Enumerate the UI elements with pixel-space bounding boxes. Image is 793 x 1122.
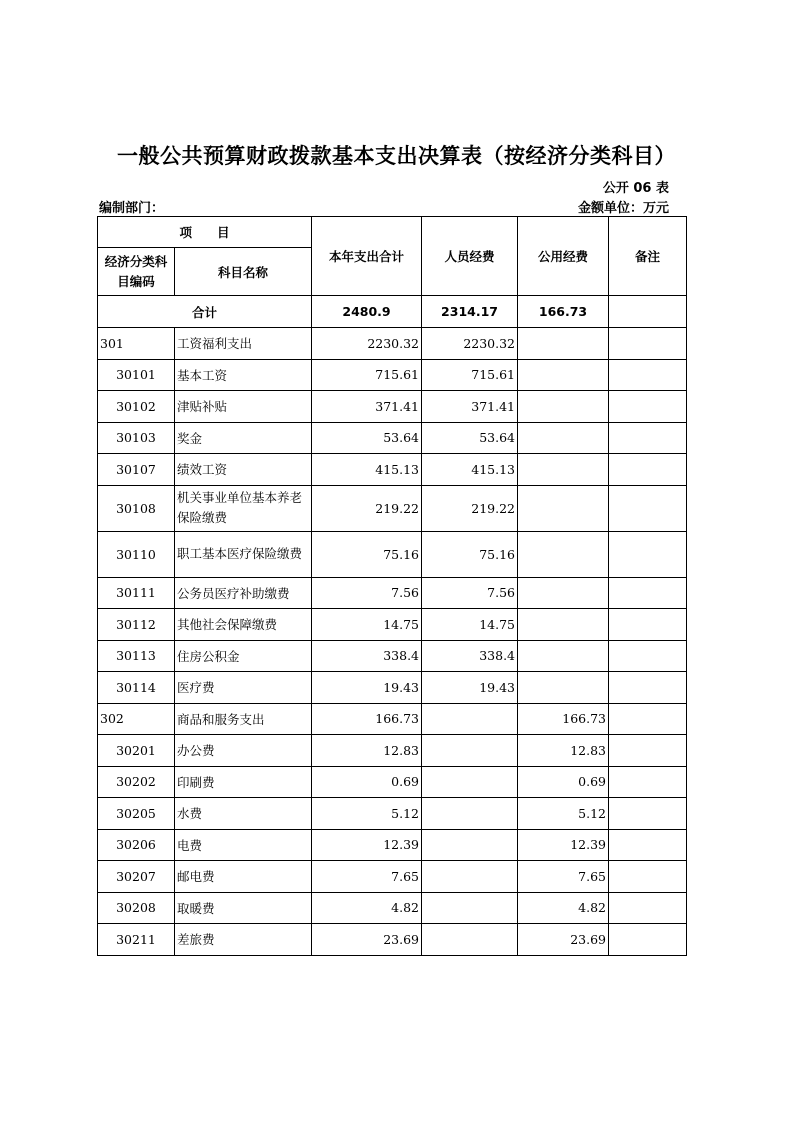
row-name: 电费 bbox=[175, 829, 312, 861]
row-note bbox=[609, 735, 687, 767]
row-note bbox=[609, 577, 687, 609]
table-row bbox=[98, 328, 687, 360]
row-total: 5.12 bbox=[312, 798, 422, 830]
row-total: 12.83 bbox=[312, 735, 422, 767]
table-row bbox=[98, 861, 687, 893]
table-row bbox=[98, 829, 687, 861]
total-amount: 2480.9 bbox=[312, 296, 422, 328]
total-personnel: 2314.17 bbox=[422, 296, 518, 328]
table-row bbox=[98, 422, 687, 454]
row-total: 338.4 bbox=[312, 640, 422, 672]
row-note bbox=[609, 924, 687, 956]
row-note bbox=[609, 640, 687, 672]
table-row bbox=[98, 640, 687, 672]
header-name: 科目名称 bbox=[175, 248, 312, 296]
row-public bbox=[518, 577, 609, 609]
row-personnel: 53.64 bbox=[422, 422, 518, 454]
row-name: 机关事业单位基本养老保险缴费 bbox=[175, 485, 312, 531]
row-note bbox=[609, 454, 687, 486]
row-name: 办公费 bbox=[175, 735, 312, 767]
row-code: 30102 bbox=[98, 391, 175, 423]
row-code: 30110 bbox=[98, 531, 175, 577]
page-title: 一般公共预算财政拨款基本支出决算表（按经济分类科目） bbox=[117, 144, 676, 168]
row-code: 30207 bbox=[98, 861, 175, 893]
row-name: 商品和服务支出 bbox=[175, 703, 312, 735]
row-name: 住房公积金 bbox=[175, 640, 312, 672]
row-code: 301 bbox=[98, 328, 175, 360]
row-code: 30113 bbox=[98, 640, 175, 672]
header-personnel: 人员经费 bbox=[422, 217, 518, 296]
row-public: 12.83 bbox=[518, 735, 609, 767]
row-total: 2230.32 bbox=[312, 328, 422, 360]
row-total: 219.22 bbox=[312, 485, 422, 531]
row-code: 30206 bbox=[98, 829, 175, 861]
row-name: 职工基本医疗保险缴费 bbox=[175, 531, 312, 577]
row-public: 7.65 bbox=[518, 861, 609, 893]
row-name: 印刷费 bbox=[175, 766, 312, 798]
row-public bbox=[518, 531, 609, 577]
row-personnel bbox=[422, 861, 518, 893]
row-note bbox=[609, 391, 687, 423]
row-personnel bbox=[422, 703, 518, 735]
row-personnel: 19.43 bbox=[422, 672, 518, 704]
row-code: 30208 bbox=[98, 892, 175, 924]
row-note bbox=[609, 798, 687, 830]
row-total: 7.65 bbox=[312, 861, 422, 893]
row-public: 12.39 bbox=[518, 829, 609, 861]
table-row bbox=[98, 359, 687, 391]
row-public bbox=[518, 609, 609, 641]
row-total: 7.56 bbox=[312, 577, 422, 609]
row-personnel: 715.61 bbox=[422, 359, 518, 391]
table-row bbox=[98, 735, 687, 767]
row-name: 绩效工资 bbox=[175, 454, 312, 486]
row-code: 30111 bbox=[98, 577, 175, 609]
header-public: 公用经费 bbox=[518, 217, 609, 296]
row-public: 166.73 bbox=[518, 703, 609, 735]
row-personnel bbox=[422, 798, 518, 830]
row-total: 166.73 bbox=[312, 703, 422, 735]
row-personnel bbox=[422, 766, 518, 798]
header-note: 备注 bbox=[609, 217, 687, 296]
row-public: 0.69 bbox=[518, 766, 609, 798]
row-name: 基本工资 bbox=[175, 359, 312, 391]
row-total: 23.69 bbox=[312, 924, 422, 956]
row-name: 奖金 bbox=[175, 422, 312, 454]
row-personnel: 338.4 bbox=[422, 640, 518, 672]
row-public bbox=[518, 422, 609, 454]
row-note bbox=[609, 609, 687, 641]
total-label: 合计 bbox=[98, 296, 312, 328]
row-note bbox=[609, 766, 687, 798]
row-total: 75.16 bbox=[312, 531, 422, 577]
row-total: 715.61 bbox=[312, 359, 422, 391]
row-personnel: 219.22 bbox=[422, 485, 518, 531]
row-name: 水费 bbox=[175, 798, 312, 830]
row-total: 371.41 bbox=[312, 391, 422, 423]
row-name: 取暖费 bbox=[175, 892, 312, 924]
row-public: 23.69 bbox=[518, 924, 609, 956]
row-note bbox=[609, 829, 687, 861]
table-row bbox=[98, 703, 687, 735]
row-note bbox=[609, 892, 687, 924]
table-row bbox=[98, 531, 687, 577]
row-name: 工资福利支出 bbox=[175, 328, 312, 360]
row-public bbox=[518, 391, 609, 423]
row-name: 津贴补贴 bbox=[175, 391, 312, 423]
row-note bbox=[609, 359, 687, 391]
row-code: 30202 bbox=[98, 766, 175, 798]
row-note bbox=[609, 703, 687, 735]
table-row bbox=[98, 485, 687, 531]
row-note bbox=[609, 672, 687, 704]
row-note bbox=[609, 861, 687, 893]
table-row bbox=[98, 766, 687, 798]
table-row bbox=[98, 892, 687, 924]
total-public: 166.73 bbox=[518, 296, 609, 328]
row-public bbox=[518, 485, 609, 531]
row-note bbox=[609, 485, 687, 531]
row-public: 4.82 bbox=[518, 892, 609, 924]
row-personnel bbox=[422, 735, 518, 767]
row-code: 30108 bbox=[98, 485, 175, 531]
form-number: 公开 06 表 bbox=[602, 181, 669, 196]
table-row bbox=[98, 672, 687, 704]
row-personnel bbox=[422, 892, 518, 924]
row-name: 其他社会保障缴费 bbox=[175, 609, 312, 641]
row-name: 差旅费 bbox=[175, 924, 312, 956]
row-note bbox=[609, 531, 687, 577]
row-code: 30211 bbox=[98, 924, 175, 956]
row-public bbox=[518, 640, 609, 672]
row-total: 0.69 bbox=[312, 766, 422, 798]
department-label: 编制部门： bbox=[99, 201, 165, 216]
row-total: 4.82 bbox=[312, 892, 422, 924]
total-note bbox=[609, 296, 687, 328]
table-row bbox=[98, 454, 687, 486]
row-name: 公务员医疗补助缴费 bbox=[175, 577, 312, 609]
expenditure-table bbox=[97, 216, 687, 956]
row-code: 30107 bbox=[98, 454, 175, 486]
header-total: 本年支出合计 bbox=[312, 217, 422, 296]
table-row bbox=[98, 609, 687, 641]
row-total: 14.75 bbox=[312, 609, 422, 641]
row-code: 30205 bbox=[98, 798, 175, 830]
table-row bbox=[98, 924, 687, 956]
row-personnel bbox=[422, 924, 518, 956]
header-code: 经济分类科目编码 bbox=[98, 248, 175, 296]
unit-label: 金额单位：万元 bbox=[577, 201, 669, 216]
row-personnel: 2230.32 bbox=[422, 328, 518, 360]
row-public bbox=[518, 328, 609, 360]
row-code: 30114 bbox=[98, 672, 175, 704]
row-personnel: 7.56 bbox=[422, 577, 518, 609]
row-personnel: 415.13 bbox=[422, 454, 518, 486]
row-total: 19.43 bbox=[312, 672, 422, 704]
row-public bbox=[518, 359, 609, 391]
row-name: 医疗费 bbox=[175, 672, 312, 704]
row-personnel: 371.41 bbox=[422, 391, 518, 423]
row-public bbox=[518, 672, 609, 704]
row-note bbox=[609, 328, 687, 360]
row-total: 53.64 bbox=[312, 422, 422, 454]
row-code: 30201 bbox=[98, 735, 175, 767]
row-code: 30112 bbox=[98, 609, 175, 641]
row-name: 邮电费 bbox=[175, 861, 312, 893]
table-row bbox=[98, 391, 687, 423]
row-public bbox=[518, 454, 609, 486]
row-personnel bbox=[422, 829, 518, 861]
row-code: 302 bbox=[98, 703, 175, 735]
row-personnel: 14.75 bbox=[422, 609, 518, 641]
header-item: 项 目 bbox=[98, 217, 312, 248]
row-code: 30101 bbox=[98, 359, 175, 391]
row-total: 415.13 bbox=[312, 454, 422, 486]
row-public: 5.12 bbox=[518, 798, 609, 830]
row-total: 12.39 bbox=[312, 829, 422, 861]
row-note bbox=[609, 422, 687, 454]
table-row bbox=[98, 577, 687, 609]
row-code: 30103 bbox=[98, 422, 175, 454]
row-personnel: 75.16 bbox=[422, 531, 518, 577]
table-row bbox=[98, 798, 687, 830]
